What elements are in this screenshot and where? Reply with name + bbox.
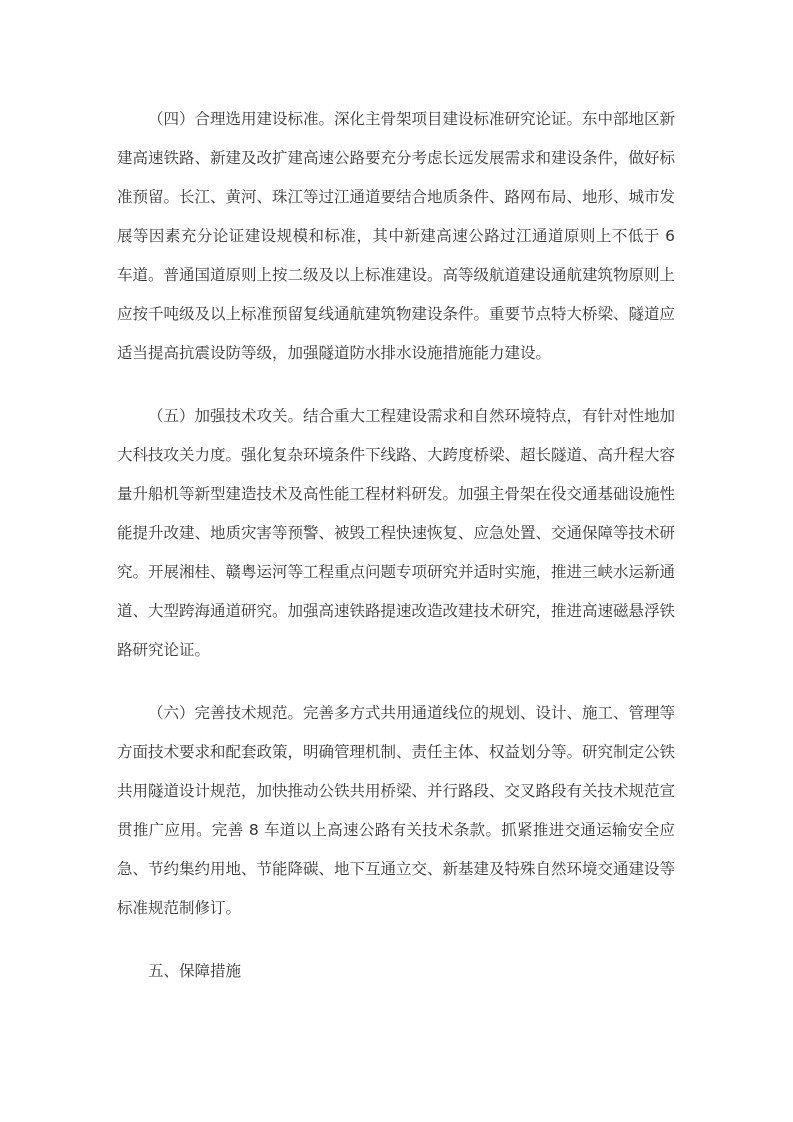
paragraph-standards: （四）合理选用建设标准。深化主骨架项目建设标准研究论证。东中部地区新建高速铁路、新建及改扩建高速公路要充分考虑长远发展需求和建设条件，做好标准预留。长江、黄河、珠江等过江通道要结合地质条件、路网布局、地形、城市发展等因素充分论证建设规模和标准，其中新建高速公路过江通道原则上不低于 6 车道。普通国道原则上按二级及以上标准建设。高等级航道建设通航建筑物原则上应按千吨级及以上标准预留复线通航建筑物建设条件。重要节点特大桥梁、隧道应适当提高抗震设防等级，加强隧道防水排水设施措施能力建设。	[117, 110, 676, 362]
paragraph-tech-specs: （六）完善技术规范。完善多方式共用通道线位的规划、设计、施工、管理等方面技术要求和配套政策，明确管理机制、责任主体、权益划分等。研究制定公铁共用隧道设计规范，加快推动公铁共用桥梁、并行路段、交叉路段有关技术规范宣贯推广应用。完善 8 车道以上高速公路有关技术条款。抓紧推进交通运输安全应急、节约集约用地、节能降碳、地下互通立交、新基建及特殊自然环境交通建设等标准规范制修订。	[117, 704, 676, 917]
section-heading: 五、保障措施	[148, 962, 242, 980]
document-page	[117, 100, 675, 991]
paragraph-tech-research: （五）加强技术攻关。结合重大工程建设需求和自然环境特点，有针对性地加大科技攻关力度。强化复杂环境条件下线路、大跨度桥梁、超长隧道、高升程大容量升船机等新型建造技术及高性能工程材料研发。加强主骨架在役交通基础设施性能提升改建、地质灾害等预警、被毁工程快速恢复、应急处置、交通保障等技术研究。开展湘桂、赣粤运河等工程重点问题专项研究并适时实施，推进三峡水运新通道、大型跨海通道研究。加强高速铁路提速改造改建技术研究，推进高速磁悬浮铁路研究论证。	[117, 407, 676, 659]
